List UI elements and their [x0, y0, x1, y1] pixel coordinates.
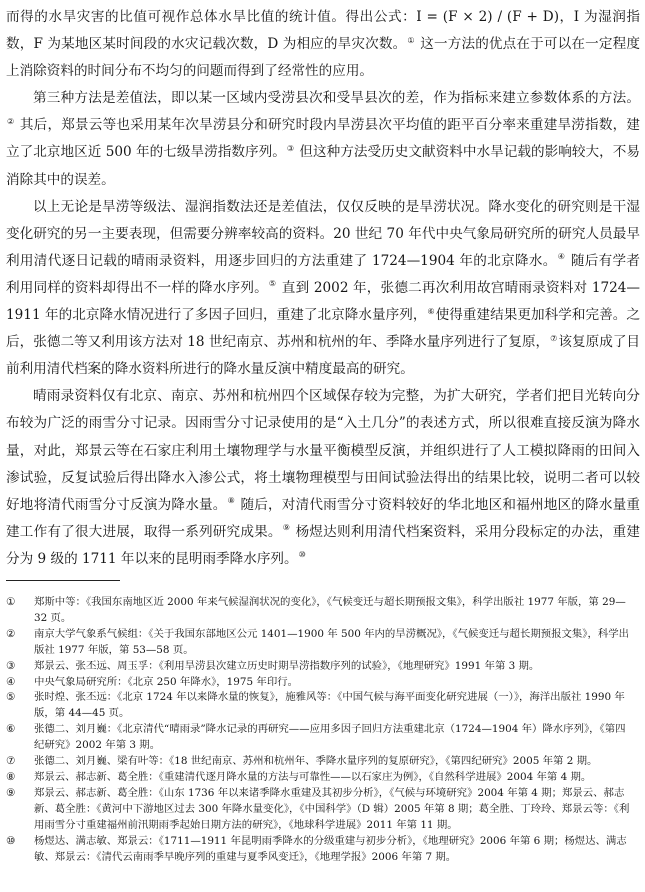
footnote-number: ⑩ — [6, 834, 16, 847]
footnote-9 — [6, 786, 634, 834]
text-run: 使得重建结果更加科学和完善。之后，张德二等又利用该方法对 18 世纪南京、苏州和杭州的年、季降水量序列进行了复原， — [6, 307, 640, 351]
footnote-marker: ③ — [286, 143, 295, 153]
paragraph-4 — [6, 383, 640, 573]
footnote-5 — [6, 690, 634, 722]
footnote-text: 张时煌、张丕远：《北京 1724 年以来降水量的恢复》，施雅风等：《中国气候与海平面变化研究进展（一）》，海洋出版社 1990 年版，第 44—45 页。 — [34, 691, 625, 720]
text-run: 这一方法的优点在于可以在一定程度上消除资料的时间分布不均匀的问题而得到了经常性的应用。 — [6, 36, 640, 80]
footnote-marker: ⑨ — [282, 523, 291, 533]
footnote-number: ⑨ — [6, 786, 16, 799]
footnote-number: ⑥ — [6, 723, 16, 736]
footnote-10 — [6, 834, 634, 866]
footnote-text: 郑景云、郝志新、葛全胜：《山东 1736 年以来诸季降水重建及其初步分析》，《气候与环境研究》2004 年第 4 期；郑景云、郝志新、葛全胜：《黄河中下游地区过去 300 年降水量变化》，《中国科学》（D 辑）2005 年第 8 期；葛全胜、丁玲玲、郑景云等：《利用雨雪分寸重建福州前汛期雨季起始日期方法的研究》，《地球科学进展》2011 年第 11 期。 — [34, 786, 630, 831]
footnote-marker: ④ — [557, 252, 566, 262]
text-run: 随后，对清代雨雪分寸资料较好的华北地区和福州地区的降水量重建工作有了很大进展，取得一系列研究成果。 — [6, 496, 641, 540]
footnote-number: ② — [6, 627, 16, 640]
body-text — [6, 4, 640, 573]
text-run: 其后，郑景云等也采用某年次旱涝县分和研究时段内旱涝县次平均值的距平百分率来重建旱涝指数，建立了北京地区近 500 年的七级旱涝指数序列。 — [6, 117, 641, 161]
text-run: 杨煜达则利用清代档案资料，采用分段标定的办法，重建分为 9 级的 1711 年以来的昆明雨季降水序列。 — [6, 523, 641, 567]
footnote-marker: ⑤ — [268, 279, 277, 289]
footnote-2 — [6, 627, 634, 659]
paragraph-2 — [6, 85, 640, 193]
footnote-text: 中央气象局研究所：《北京 250 年降水》，1975 年印行。 — [34, 675, 298, 688]
text-run: 直到 2002 年，张德二再次利用故宫晴雨录资料对 1724—1911 年的北京降水情况进行了多因子回归，重建了北京降水量序列， — [6, 279, 641, 324]
footnote-text: 郑景云、郝志新、葛全胜：《重建清代逐月降水量的方法与可靠性——以石家庄为例》，《自然科学进展》2004 年第 4 期。 — [34, 770, 592, 783]
footnote-text: 郑斯中等：《我国东南地区近 2000 年来气候湿润状况的变化》，《气候变迁与超长期预报文集》，科学出版社 1977 年版，第 29—32 页。 — [34, 596, 626, 624]
footnote-marker: ⑧ — [227, 496, 235, 506]
paragraph-3 — [6, 194, 640, 384]
footnote-4 — [6, 675, 634, 691]
text-run: 但这种方法受历史文献资料中水旱记载的影响较大，不易消除其中的误差。 — [6, 144, 640, 188]
footnote-number: ⑤ — [6, 691, 16, 704]
footnote-1 — [6, 595, 634, 627]
footnotes — [6, 595, 634, 865]
footnote-number: ⑧ — [6, 770, 16, 783]
footnote-divider — [6, 580, 120, 581]
footnote-7 — [6, 754, 634, 770]
footnote-marker: ⑦ — [550, 333, 558, 343]
footnote-text: 郑景云、张丕远、周玉孚：《利用旱涝县次建立历史时期旱涝指数序列的试验》，《地理研究》1991 年第 3 期。 — [34, 659, 540, 672]
footnote-number: ④ — [6, 675, 16, 688]
footnote-number: ① — [6, 596, 16, 608]
text-run: 以上无论是旱涝等级法、湿润指数法还是差值法，仅仅反映的是旱涝状况。降水变化的研究则是干湿变化研究的另一主要表现，但需要分辨率较高的资料。20 世纪 70 年代中央气象局研究所的研究人员最早利用清代逐日记载的晴雨录资料，用逐步回归的方法重建了 1724—1904 年的北京降水。 — [6, 198, 640, 269]
text-run: 该复原成了目前利用清代档案的降水资料所进行的降水量反演中精度最高的研究。 — [6, 334, 641, 378]
footnote-marker: ⑩ — [298, 550, 306, 560]
footnote-marker: ⑥ — [427, 306, 435, 316]
footnote-text: 杨煜达、满志敏、郑景云：《1711—1911 年昆明雨季降水的分级重建与初步分析》，《地理研究》2006 年第 6 期；杨煜达、满志敏、郑景云：《清代云南雨季早晚序列的重建与夏季风变迁》，《地理学报》2006 年第 7 期。 — [34, 834, 627, 863]
footnote-text: 张德二、刘月巍、梁有叶等：《18 世纪南京、苏州和杭州年、季降水量序列的复原研究》，《第四纪研究》2005 年第 2 期。 — [34, 755, 598, 768]
footnote-marker: ① — [407, 35, 415, 45]
footnote-6 — [6, 722, 634, 754]
footnote-number: ⑦ — [6, 755, 16, 768]
footnote-number: ③ — [6, 659, 16, 672]
paragraph-1 — [6, 4, 640, 85]
footnote-text: 南京大学气象系气候组：《关于我国东部地区公元 1401—1900 年 500 年内的旱涝概况》，《气候变迁与超长期预报文集》，科学出版社 1977 年版，第 53—58 页。 — [34, 627, 630, 656]
footnote-marker: ② — [7, 116, 15, 126]
text-run: 随后有学者利用同样的资料却得出不一样的降水序列。 — [6, 252, 641, 296]
footnote-3 — [6, 659, 634, 675]
footnote-text: 张德二、刘月巍：《北京清代“晴雨录”降水记录的再研究——应用多因子回归方法重建北京（1724—1904 年）降水序列》，《第四纪研究》2002 年第 3 期。 — [34, 723, 626, 752]
footnote-8 — [6, 770, 634, 786]
text-run: 而得的水旱灾害的比值可视作总体水旱比值的统计值。得出公式：I = (F × 2) / (F + D)，I 为湿润指数，F 为某地区某时间段的水灾记载次数，D 为相应的旱灾次数。 — [6, 9, 640, 53]
text-run: 晴雨录资料仅有北京、南京、苏州和杭州四个区域保存较为完整，为扩大研究，学者们把目光转向分布较为广泛的雨雪分寸记录。因雨雪分寸记录使用的是“入土几分”的表述方式，所以很难直接反演为降水量，对此，郑景云等在石家庄利用土壤物理学与水量平衡模型反演，并组织进行了人工模拟降雨的田间入渗试验，反复试验后得出降水入渗公式，将土壤物理模型与田间试验法得出的结果比较，说明二者可以较好地将清代雨雪分寸反演为降水量。 — [6, 388, 640, 513]
text-run: 第三种方法是差值法，即以某一区域内受涝县次和受旱县次的差，作为指标来建立参数体系的方法。 — [33, 90, 640, 107]
